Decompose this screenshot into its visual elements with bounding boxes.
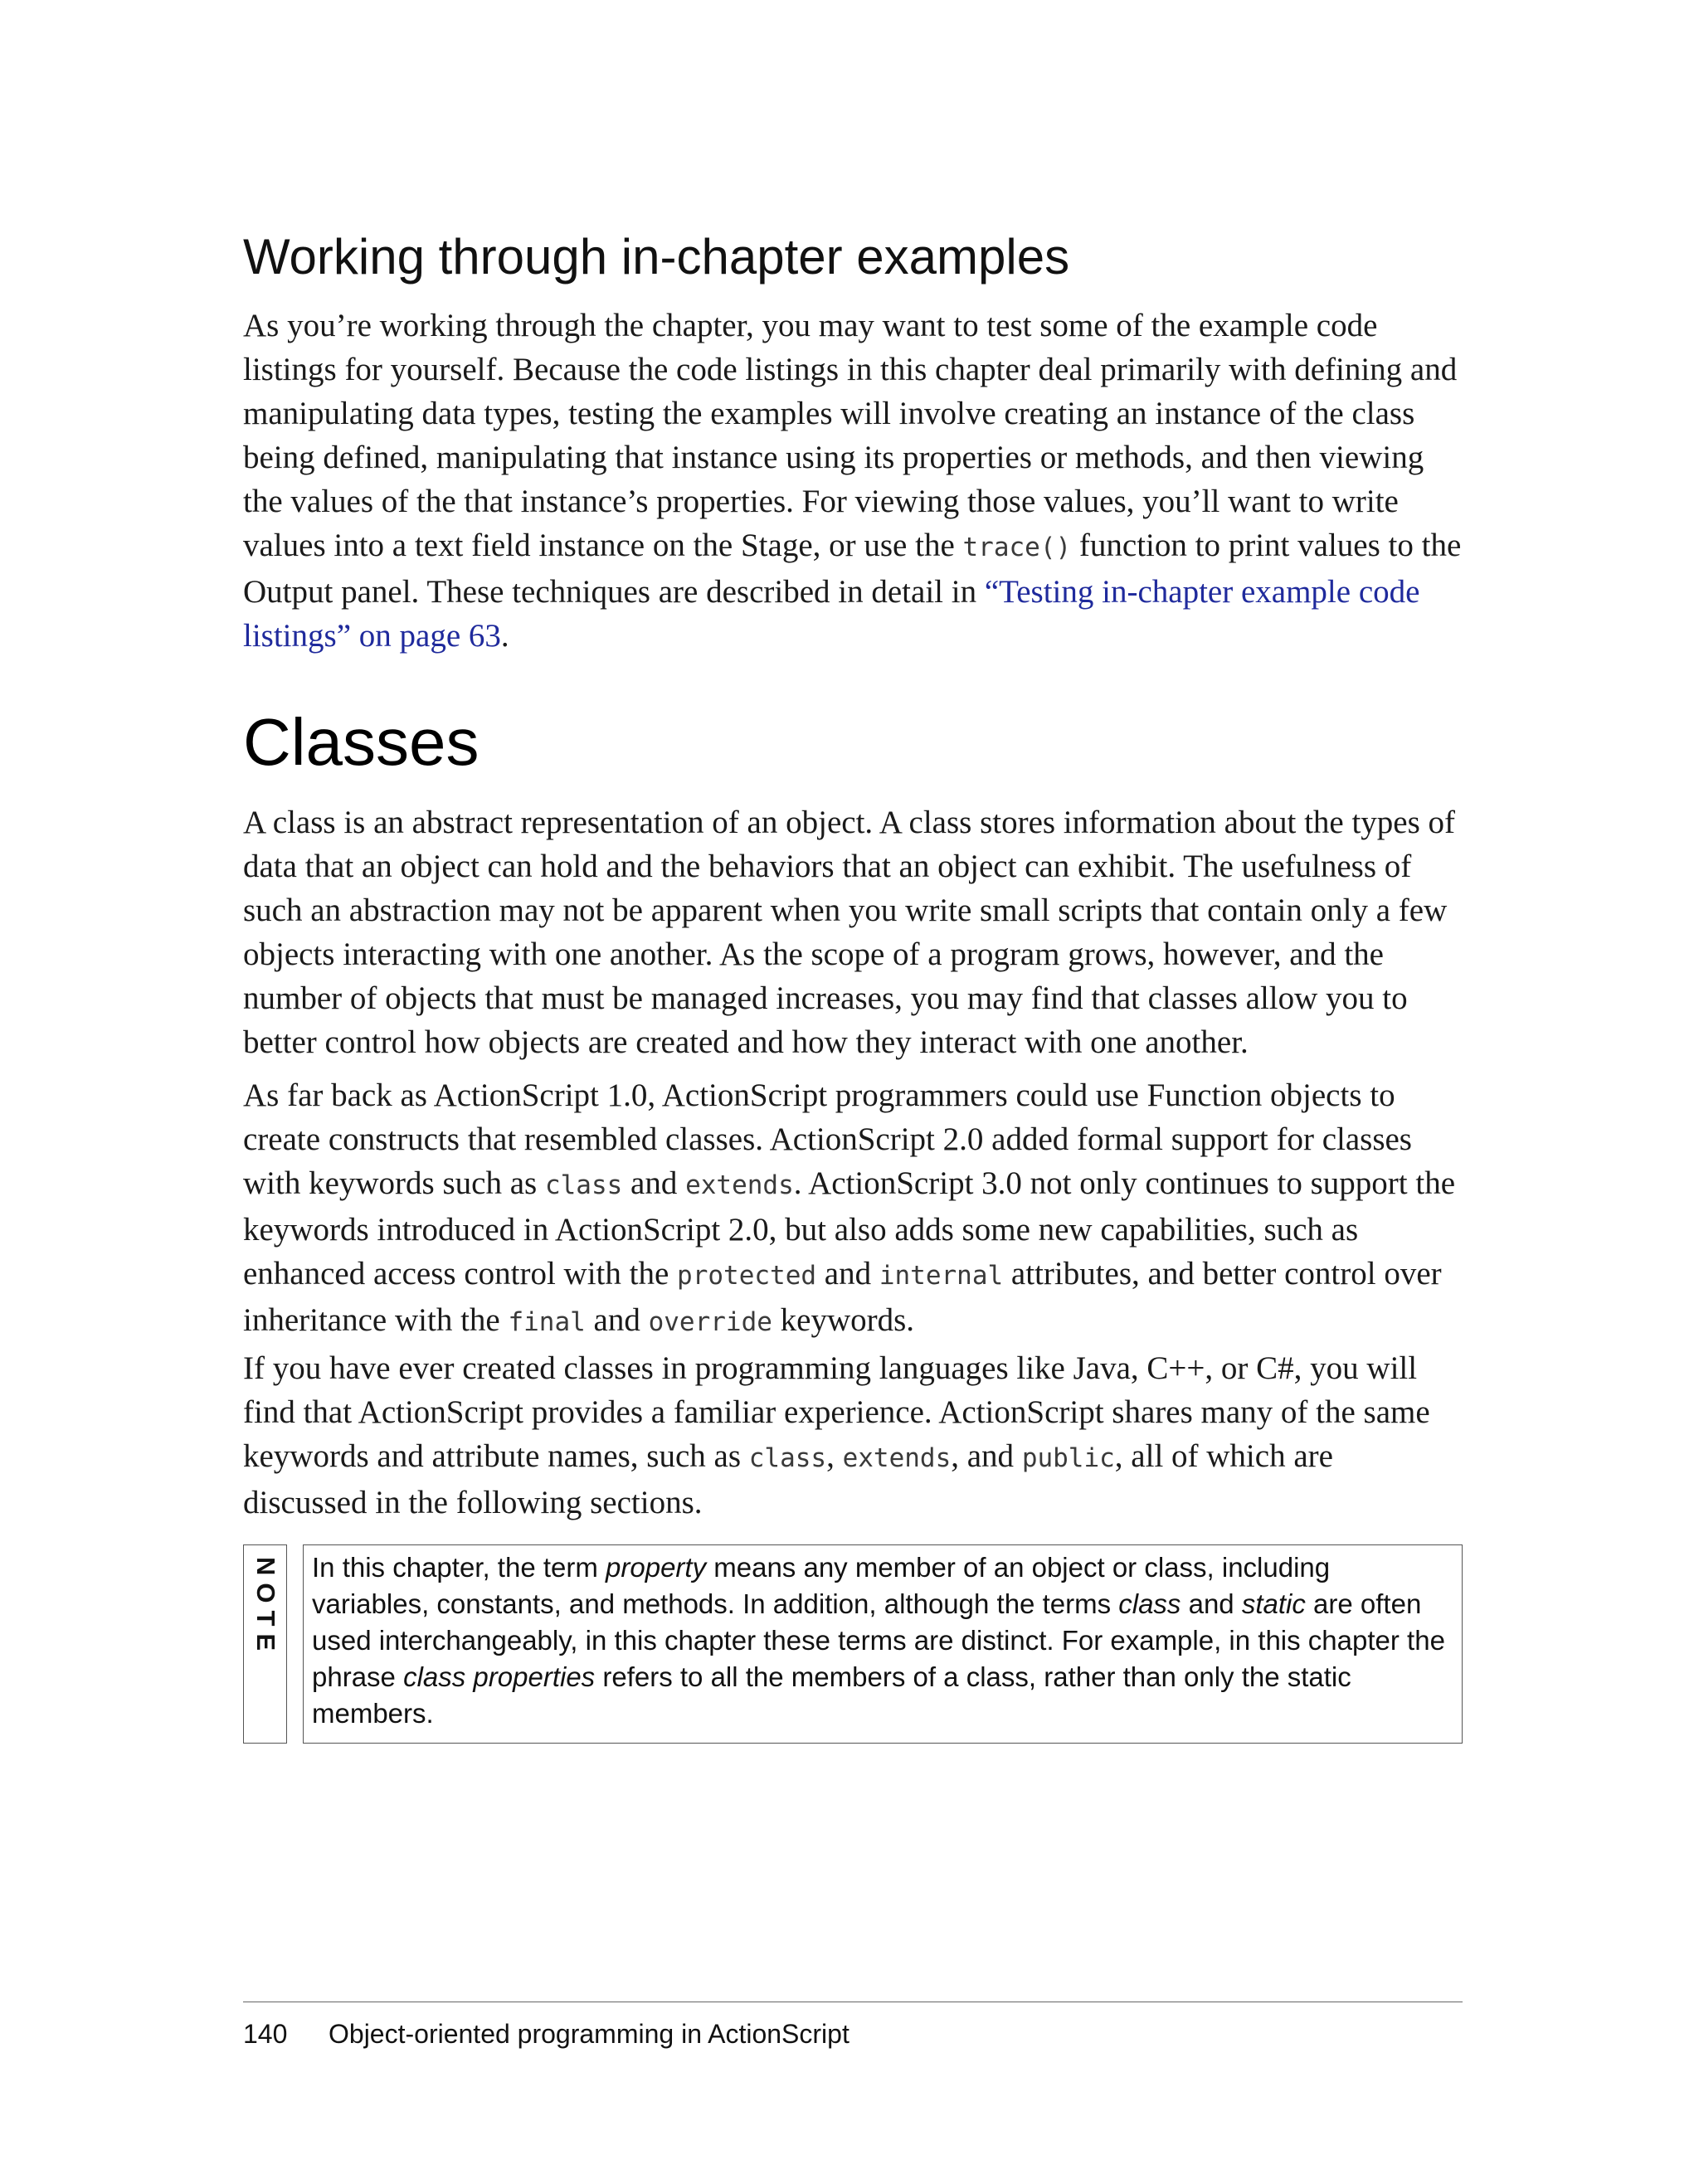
page-footer bbox=[243, 2017, 850, 2050]
code-extends: extends bbox=[842, 1443, 952, 1473]
text-run: , all of which are discussed in the following sections. bbox=[243, 1438, 1333, 1520]
text-run: attributes, and better control over inheritance with the bbox=[243, 1256, 1442, 1338]
text-run: and bbox=[622, 1165, 686, 1201]
text-run: are often used interchangeably, in this chapter these terms are distinct. For example, in this chapter the phrase bbox=[312, 1588, 1445, 1692]
note-box bbox=[303, 1544, 1463, 1744]
code-extends: extends bbox=[685, 1170, 794, 1200]
text-run: . ActionScript 3.0 not only continues to support the keywords introduced in ActionScript 2.0, but also adds some new capabilities, such as enhanced access control with the bbox=[243, 1165, 1456, 1291]
code-trace: trace() bbox=[962, 533, 1072, 562]
page-number: 140 bbox=[243, 2019, 288, 2049]
text-run: refers to all the members of a class, rather than only the static members. bbox=[312, 1661, 1351, 1729]
section-heading-classes: Classes bbox=[243, 705, 480, 779]
italic-term-static: static bbox=[1241, 1588, 1306, 1619]
code-class: class bbox=[544, 1170, 623, 1200]
note-label: NOTE bbox=[251, 1557, 280, 1659]
code-override: override bbox=[648, 1307, 772, 1337]
paragraph-classes-familiar bbox=[243, 1346, 1463, 1525]
paragraph-classes-history bbox=[243, 1073, 1463, 1345]
chapter-title: Object-oriented programming in ActionScript bbox=[329, 2019, 850, 2049]
text-run: and bbox=[1181, 1588, 1242, 1619]
text-run: keywords. bbox=[772, 1302, 915, 1338]
cross-reference-link[interactable]: “Testing in-chapter example code listings” on page 63 bbox=[243, 574, 1420, 654]
text-run: function to print values to the Output panel. These techniques are described in detail in bbox=[243, 528, 1462, 610]
code-protected: protected bbox=[677, 1261, 817, 1291]
text-run: , and bbox=[951, 1438, 1022, 1474]
document-page bbox=[243, 0, 1463, 2184]
code-class: class bbox=[748, 1443, 827, 1473]
italic-term-class-properties: class properties bbox=[403, 1661, 596, 1692]
text-run: . bbox=[500, 618, 509, 654]
text-run: In this chapter, the term bbox=[312, 1552, 606, 1583]
section-heading-in-chapter-examples: Working through in-chapter examples bbox=[243, 229, 1070, 285]
text-run: and bbox=[816, 1256, 879, 1291]
paragraph-in-chapter-examples bbox=[243, 304, 1463, 658]
text-run: As you’re working through the chapter, you may want to test some of the example code listings for yourself. Because the code listings in this chapter deal primarily with defining and manipulating data types, testing the examples will involve creating an instance of the class being defined, manipulating that instance using its properties or methods, and then viewing the values of the that instance’s properties. For viewing those values, you’ll want to write values into a text field instance on the Stage, or use the bbox=[243, 308, 1458, 563]
note-tab bbox=[243, 1544, 287, 1744]
code-final: final bbox=[508, 1307, 586, 1337]
text-run: As far back as ActionScript 1.0, ActionScript programmers could use Function objects to create constructs that resembled classes. ActionScript 2.0 added formal support for classes with keywords such as bbox=[243, 1077, 1412, 1201]
text-run: means any member of an object or class, including variables, constants, and methods. In addition, although the terms bbox=[312, 1552, 1331, 1619]
text-run: If you have ever created classes in programming languages like Java, C++, or C#, you will find that ActionScript provides a familiar experience. ActionScript shares many of the same keywords and attribute names, such as bbox=[243, 1350, 1430, 1474]
code-public: public bbox=[1021, 1443, 1115, 1473]
code-internal: internal bbox=[879, 1261, 1004, 1291]
paragraph-classes-intro: A class is an abstract representation of an object. A class stores information about the types of data that an object can hold and the behaviors that an object can exhibit. The usefulness of such an abstraction may not be apparent when you write small scripts that contain only a few objects interacting with one another. As the scope of a program grows, however, and the number of objects that must be managed increases, you may find that classes allow you to better control how objects are created and how they interact with one another. bbox=[243, 805, 1456, 1060]
italic-term-class: class bbox=[1118, 1588, 1181, 1619]
italic-term-property: property bbox=[606, 1552, 707, 1583]
text-run: and bbox=[585, 1302, 649, 1338]
text-run: , bbox=[826, 1438, 843, 1474]
